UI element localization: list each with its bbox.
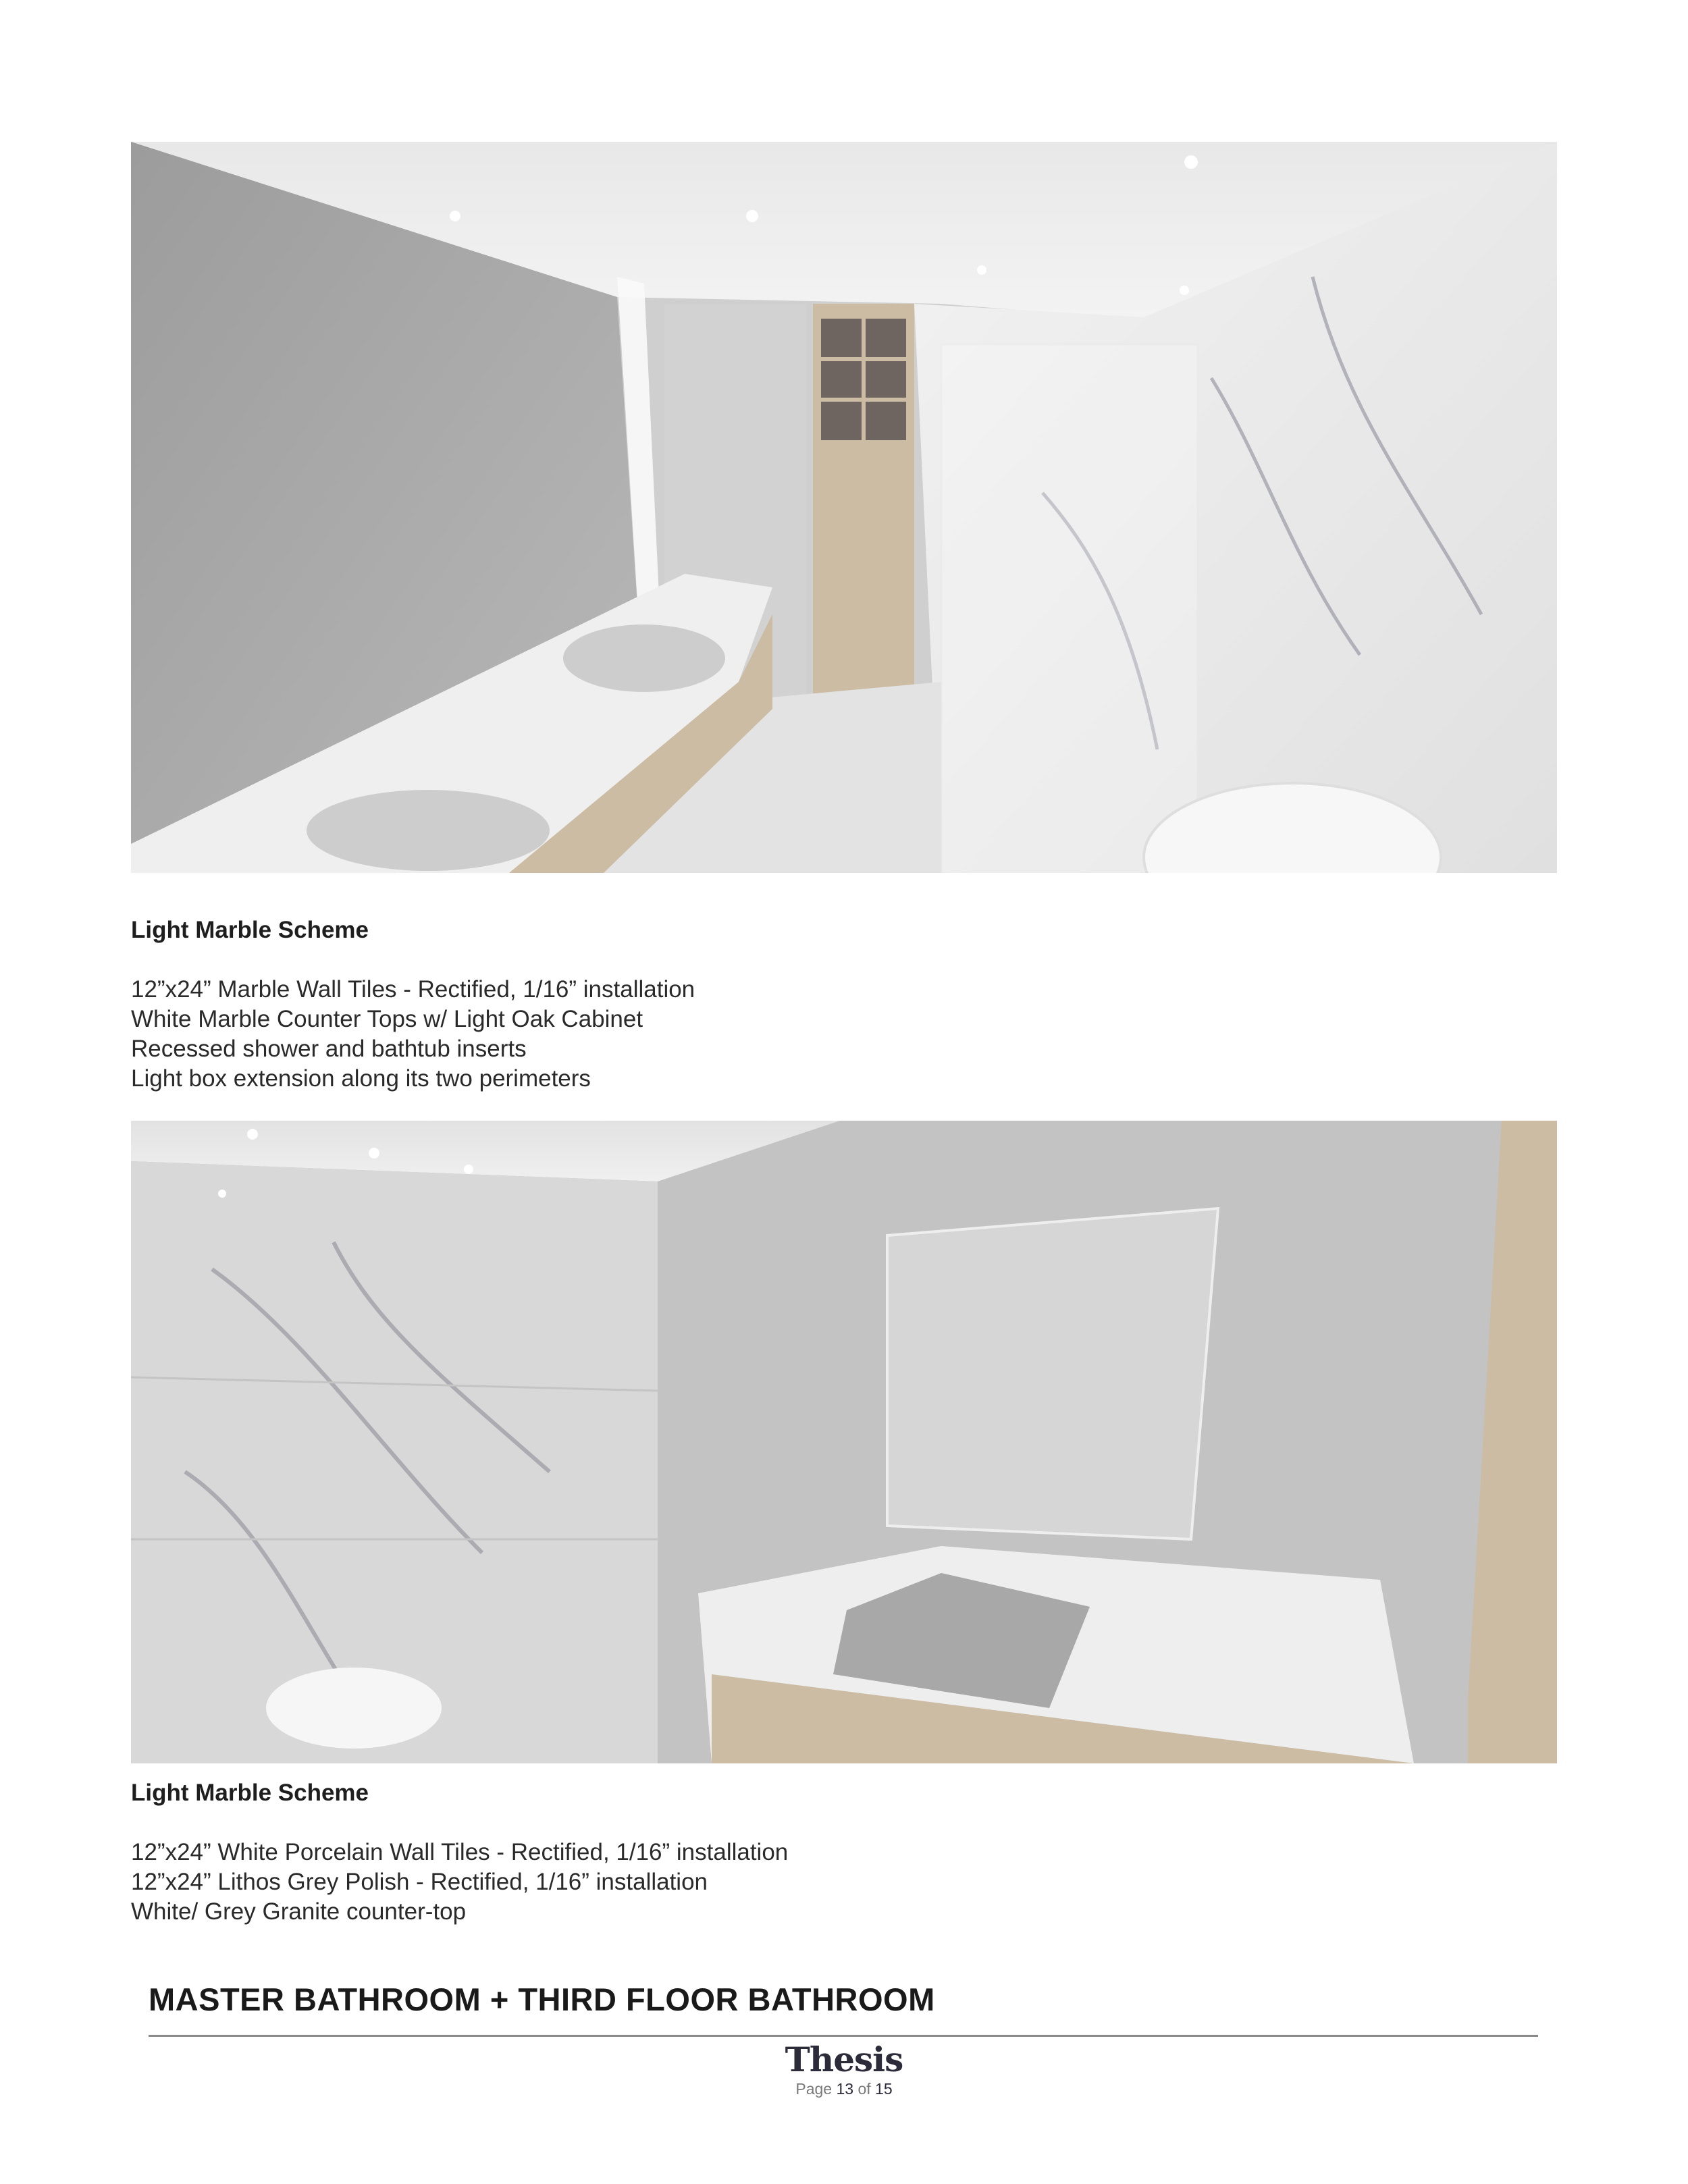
page-number bbox=[743, 2079, 945, 2098]
spec-line: White/ Grey Granite counter-top bbox=[131, 1898, 467, 1925]
master-bathroom-render bbox=[131, 142, 1557, 873]
caption-heading: Light Marble Scheme bbox=[131, 917, 369, 943]
caption-master-bathroom bbox=[131, 915, 1279, 1094]
spec-line: 12”x24” Marble Wall Tiles - Rectified, 1/16” installation bbox=[131, 976, 695, 1003]
page-label: Page bbox=[795, 2080, 833, 2098]
third-floor-bathroom-render bbox=[131, 1121, 1557, 1763]
section-title: MASTER BATHROOM + THIRD FLOOR BATHROOM bbox=[149, 1981, 935, 2017]
caption-heading: Light Marble Scheme bbox=[131, 1780, 369, 1806]
caption-third-floor-bathroom bbox=[131, 1778, 1279, 1927]
footer-divider bbox=[149, 2035, 1538, 2037]
spec-line: 12”x24” White Porcelain Wall Tiles - Rectified, 1/16” installation bbox=[131, 1839, 789, 1865]
spec-line: Light box extension along its two perimeters bbox=[131, 1065, 591, 1092]
page-of: of bbox=[858, 2080, 871, 2098]
page-total: 15 bbox=[875, 2080, 893, 2098]
spec-line: 12”x24” Lithos Grey Polish - Rectified, 1/16” installation bbox=[131, 1869, 708, 1895]
spec-line: White Marble Counter Tops w/ Light Oak Cabinet bbox=[131, 1006, 643, 1032]
spec-line: Recessed shower and bathtub inserts bbox=[131, 1036, 527, 1062]
page-current: 13 bbox=[836, 2080, 854, 2098]
thesis-logo: Thesis bbox=[785, 2040, 903, 2079]
